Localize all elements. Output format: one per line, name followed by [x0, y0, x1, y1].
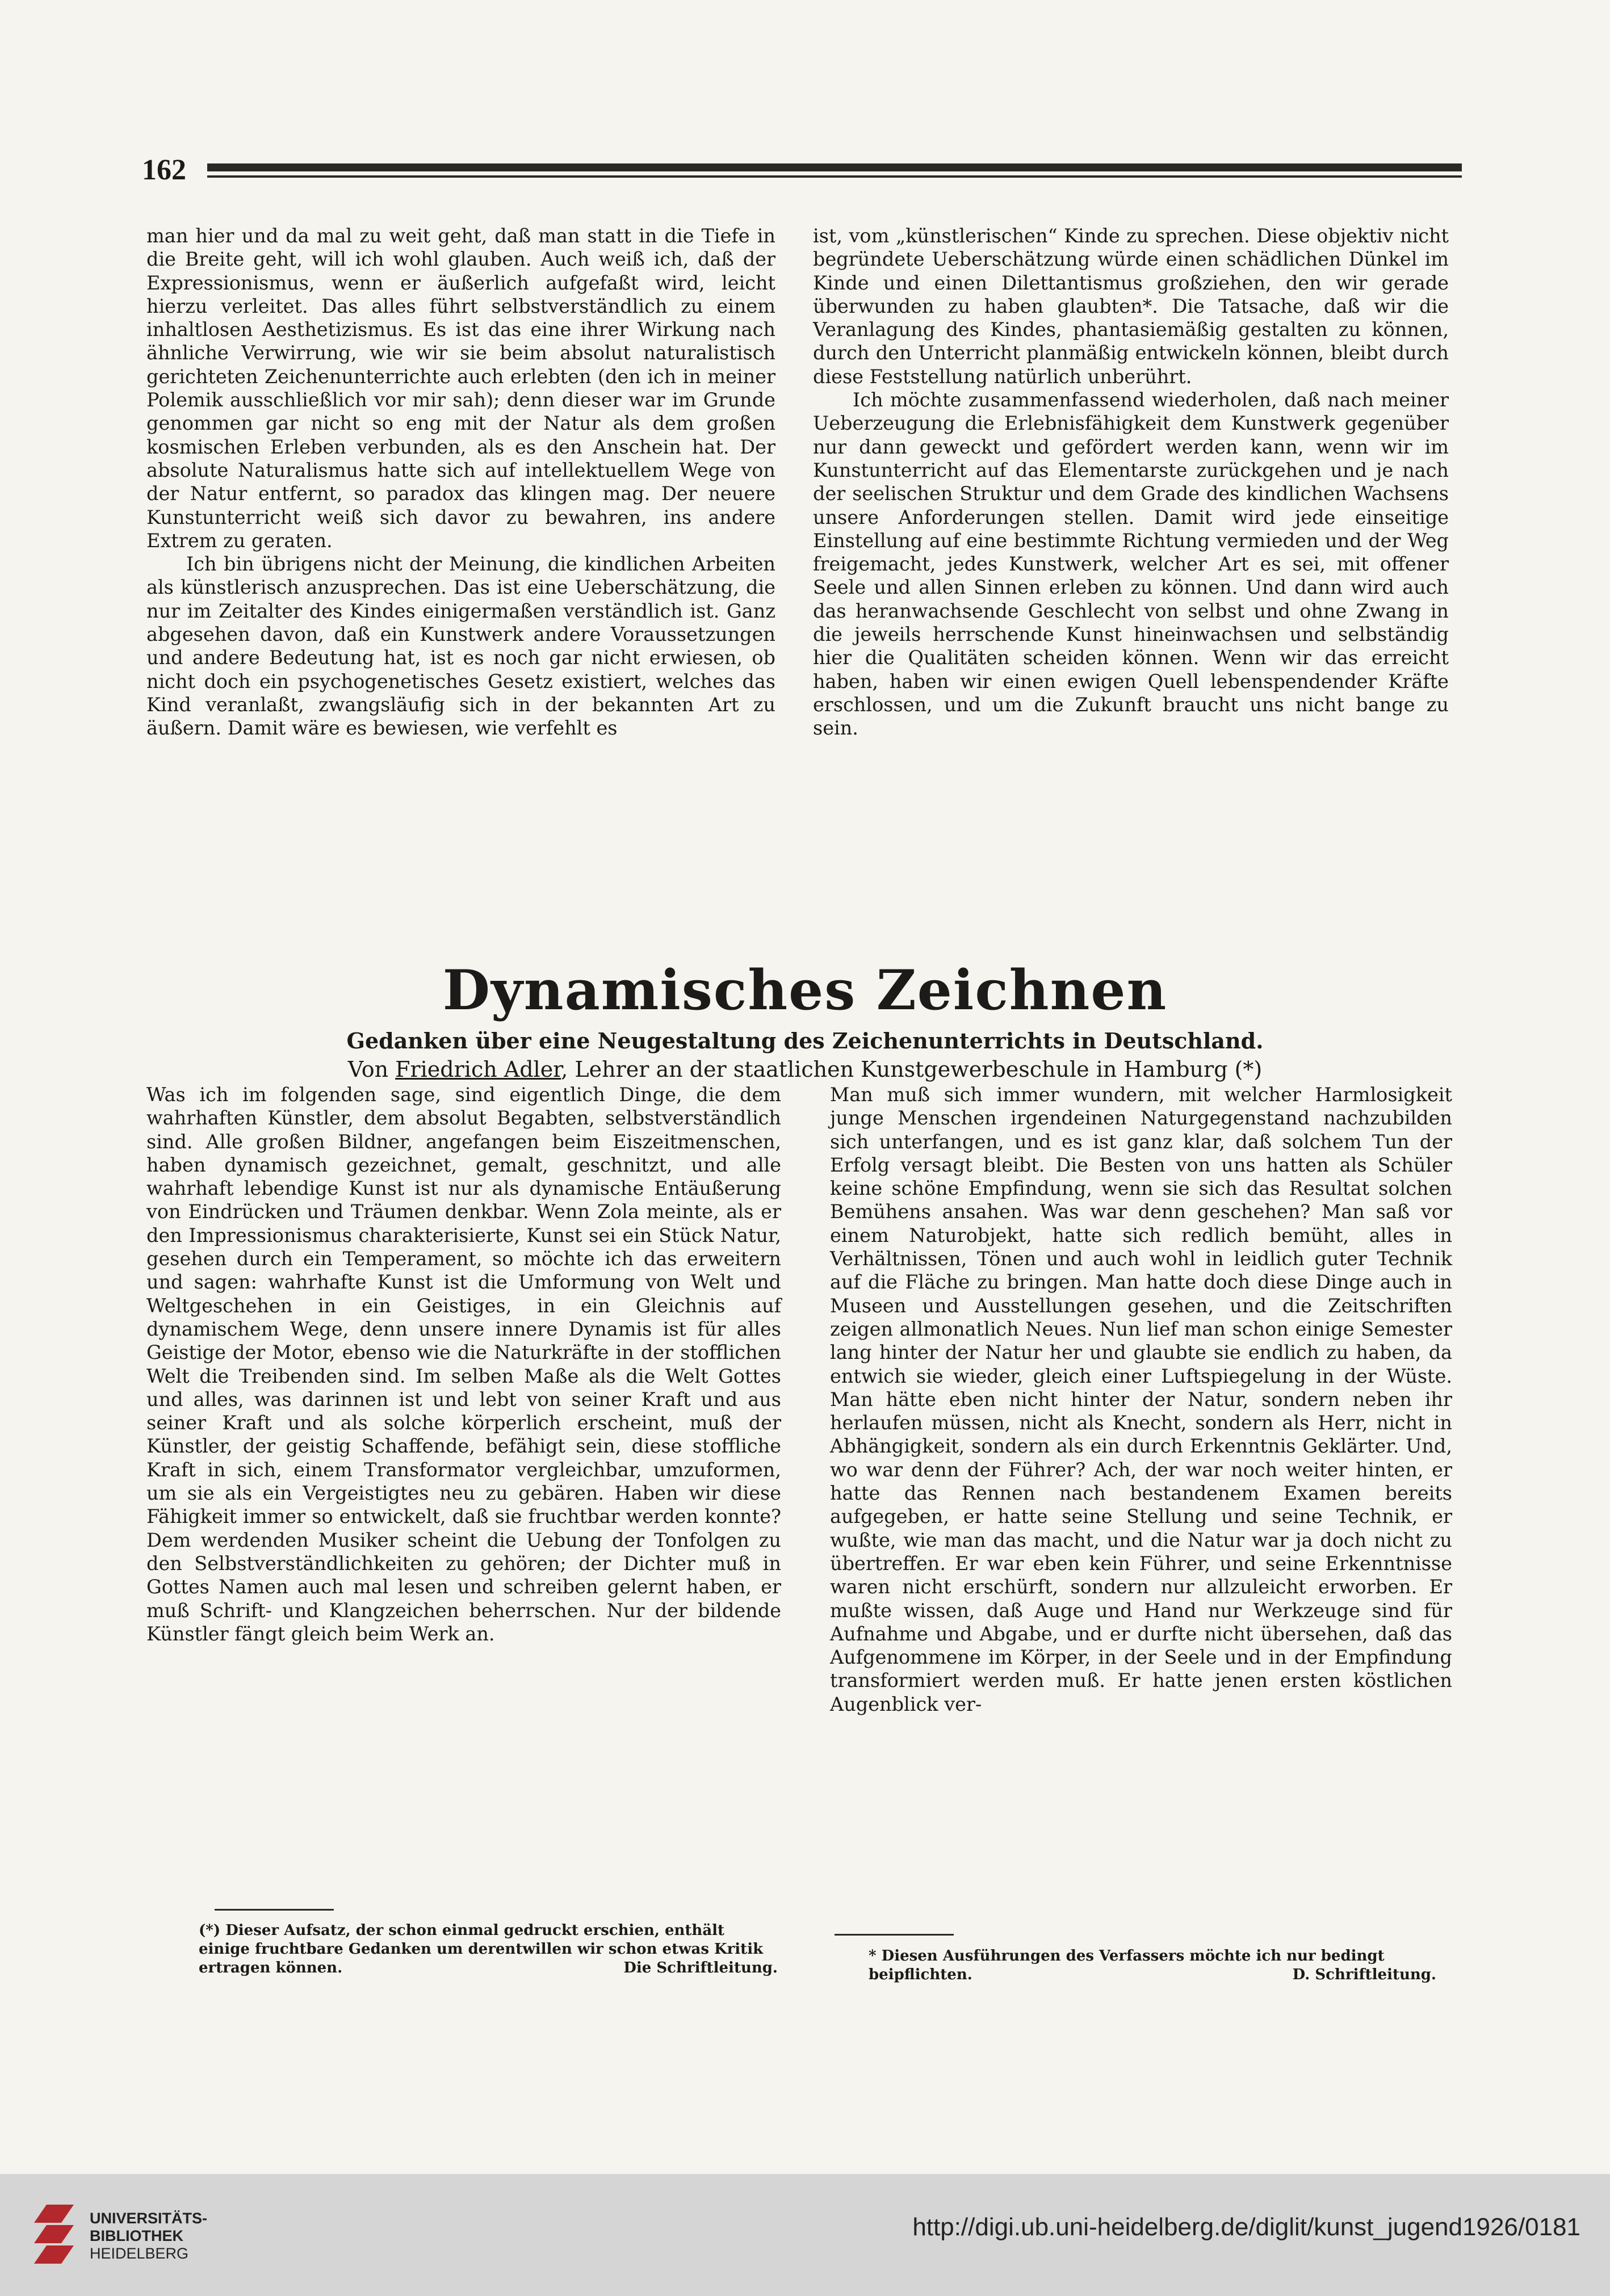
header-rule-thin — [207, 175, 1462, 178]
library-name — [90, 2210, 207, 2263]
header-rule — [207, 163, 1462, 171]
paragraph: Was ich im folgenden sage, sind eigentlich Dinge, die dem wahrhaften Künstler, dem absolut Begabten, selbstverständlich sind. Alle großen Bildner, angefangen beim Eiszeitmenschen, haben dynamisch gezeichnet, gemalt, geschnitzt, und alle wahrhaft lebendige Kunst ist nur als dynamische Entäußerung von Eindrücken und Träumen denkbar. Wenn Zola meinte, als er den Impressionismus charakterisierte, Kunst sei ein Stück Natur, gesehen durch ein Temperament, so möchte ich das erweitern und sagen: wahrhafte Kunst ist die Umformung von Welt und Weltgeschehen in ein Geistiges, in ein Gleichnis auf dynamischem Wege, denn unsere innere Dynamis ist für alles Geistige der Motor, ebenso wie die Naturkräfte in der stofflichen Welt die Treibenden sind. Im selben Maße als die Welt Gottes und alles, was darinnen ist und lebt von seiner Kraft und aus seiner Kraft und als solche körperlich erscheint, muß der Künstler, der geistig Schaffende, befähigt sein, diese stoffliche Kraft in sich, einem Transformator vergleichbar, umzuformen, um sie als ein Vergeistigtes neu zu gebären. Haben wir diese Fähigkeit immer so entwickelt, daß sie fruchtbar werden konnte? Dem werdenden Musiker scheint die Uebung der Tonfolgen zu den Selbstverständlichkeiten zu gehören; der Dichter muß in Gottes Namen auch mal lesen und schreiben gelernt haben, er muß Schrift- und Klangzeichen beherrschen. Nur der bildende Künstler fängt gleich beim Werk an. — [146, 1084, 781, 1645]
footnote-rule — [215, 1909, 334, 1911]
upper-left-column — [146, 224, 775, 740]
library-line: BIBLIOTHEK — [90, 2227, 183, 2244]
byline-suffix: , Lehrer an der staatlichen Kunstgewerbeschule in Hamburg (*) — [561, 1057, 1263, 1082]
byline-prefix: Von — [347, 1057, 396, 1082]
page-number: 162 — [142, 154, 186, 186]
lower-right-column — [830, 1083, 1452, 1716]
library-logo-icon — [30, 2202, 77, 2265]
lower-left-column — [146, 1083, 781, 1646]
upper-right-column — [813, 224, 1449, 740]
article-subtitle: Gedanken über eine Neugestaltung des Zeichenunterrichts in Deutschland. — [346, 1028, 1264, 1053]
source-url[interactable]: http://digi.ub.uni-heidelberg.de/diglit/kunst_jugend1926/0181 — [912, 2213, 1580, 2241]
footnote-signature: Die Schriftleitung. — [623, 1959, 778, 1976]
paragraph: ist, vom „künstlerischen“ Kinde zu sprechen. Diese objektiv nicht begründete Ueberschätzung würde einen schädlichen Dünkel im Kinde und einen Dilettantismus großziehen, den wir gerade überwunden zu haben glaubten*. Die Tatsache, daß wir die Veranlagung des Kindes, phantasiemäßig gestalten zu können, durch den Unterricht planmäßig entwickeln können, bleibt durch diese Feststellung natürlich unberührt. — [813, 225, 1449, 388]
article-title: Dynamisches Zeichnen — [442, 958, 1168, 1022]
paragraph: Man muß sich immer wundern, mit welcher Harmlosigkeit junge Menschen irgendeinen Naturgegenstand nachzubilden sich unterfangen, und es ist ganz klar, daß solchem Tun der Erfolg versagt bleibt. Die Besten von uns hatten als Schüler keine schöne Empfindung, wenn sie sich das Resultat solchen Bemühens ansahen. Was war denn geschehen? Man saß vor einem Naturobjekt, hatte sich redlich bemüht, alles in Verhältnissen, Tönen und auch wohl in leidlich guter Technik auf die Fläche zu bringen. Man hatte doch diese Dinge auch in Museen und Ausstellungen gesehen, und die Zeitschriften zeigen allmonatlich Neues. Nun lief man schon einige Semester lang hinter der Natur her und glaubte sie endlich zu haben, da entwich sie wieder, gleich einer Luftspiegelung in der Wüste. Man hätte eben nicht hinter der Natur, sondern neben ihr herlaufen müssen, nicht als Knecht, sondern als Herr, nicht in Abhängigkeit, sondern als ein durch Erkenntnis Geklärter. Und, wo war denn der Führer? Ach, der war noch weiter hinten, er hatte das Rennen nach bestandenem Examen bereits aufgegeben, er hatte seine Stellung und seine Technik, er wußte, wie man das macht, und die Natur war ja doch nicht zu übertreffen. Er war eben kein Führer, und seine Erkenntnisse waren nicht erschürft, sondern nur allzuleicht erworben. Er mußte wissen, daß Auge und Hand nur Werkzeuge sind für Aufnahme und Abgabe, und er durfte nicht übersehen, daß das Aufgenommene im Körper, in der Seele und in der Empfindung transformiert werden muß. Er hatte jenen ersten köstlichen Augenblick ver- — [830, 1084, 1452, 1715]
footnote-text: * Diesen Ausführungen des Verfassers möchte ich nur bedingt beipflichten. — [869, 1947, 1385, 1983]
footnote-left — [199, 1921, 778, 1978]
footnote-text: (*) Dieser Aufsatz, der schon einmal gedruckt erschien, enthält einige fruchtbare Gedanken um derentwillen wir schon etwas Kritik ertragen können. — [199, 1922, 764, 1976]
library-line: UNIVERSITÄTS- — [90, 2210, 208, 2227]
paragraph: Ich bin übrigens nicht der Meinung, die kindlichen Arbeiten als künstlerisch anzusprechen. Das ist eine Ueberschätzung, die nur im Zeitalter des Kindes einigermaßen verständlich ist. Ganz abgesehen davon, daß ein Kunstwerk andere Voraussetzungen und andere Bedeutung hat, ist es noch gar nicht erwiesen, ob nicht doch ein psychogenetisches Gesetz existiert, welches das Kind veranlaßt, zwangsläufig sich in der bekannten Art zu äußern. Damit wäre es bewiesen, wie verfehlt es — [146, 553, 775, 740]
article-byline — [0, 1056, 1610, 1083]
footnote-rule — [835, 1934, 954, 1936]
paragraph: man hier und da mal zu weit geht, daß man statt in die Tiefe in die Breite geht, will ich wohl glauben. Auch weiß ich, daß der Expressionismus, wenn er äußerlich aufgefaßt wird, leicht hierzu verleitet. Das alles führt selbstverständlich zu einem inhaltlosen Aesthetizismus. Es ist das eine ihrer Wirkung nach ähnliche Verwirrung, wie wir sie beim absolut naturalistisch gerichteten Zeichenunterrichte auch erlebten (den ich in meiner Polemik ausschließlich vor mir sah); denn dieser war im Grunde genommen gar nicht so eng mit der Natur als dem großen kosmischen Erleben verbunden, als es den Anschein hat. Der absolute Naturalismus hatte sich auf intellektuellem Wege von der Natur entfernt, so paradox das klingen mag. Der neuere Kunstunterricht weiß sich davor zu bewahren, ins andere Extrem zu geraten. — [146, 225, 775, 552]
footnote-signature: D. Schriftleitung. — [1292, 1966, 1436, 1983]
author-name: Friedrich Adler — [395, 1057, 561, 1082]
footnote-right — [869, 1947, 1436, 1984]
library-line: HEIDELBERG — [90, 2245, 189, 2262]
paragraph: Ich möchte zusammenfassend wiederholen, daß nach meiner Ueberzeugung die Erlebnisfähigkeit dem Kunstwerk gegenüber nur dann geweckt und gefördert werden kann, wenn wir im Kunstunterricht auf das Elementarste zurückgehen und je nach der seelischen Struktur und dem Grade des kindlichen Wachsens unsere Anforderungen stellen. Damit wird jede einseitige Einstellung auf eine bestimmte Richtung vermieden und der Weg freigemacht, jedes Kunstwerk, welcher Art es sei, mit offener Seele und allen Sinnen erleben zu können. Und dann wird auch das heranwachsende Geschlecht von selbst und ohne Zwang in die jeweils herrschende Kunst hineinwachsen und selbständig hier die Qualitäten scheiden können. Wenn wir das erreicht haben, haben wir einen ewigen Quell lebenspendender Kräfte erschlossen, und um die Zukunft braucht uns nicht bange zu sein. — [813, 389, 1449, 740]
